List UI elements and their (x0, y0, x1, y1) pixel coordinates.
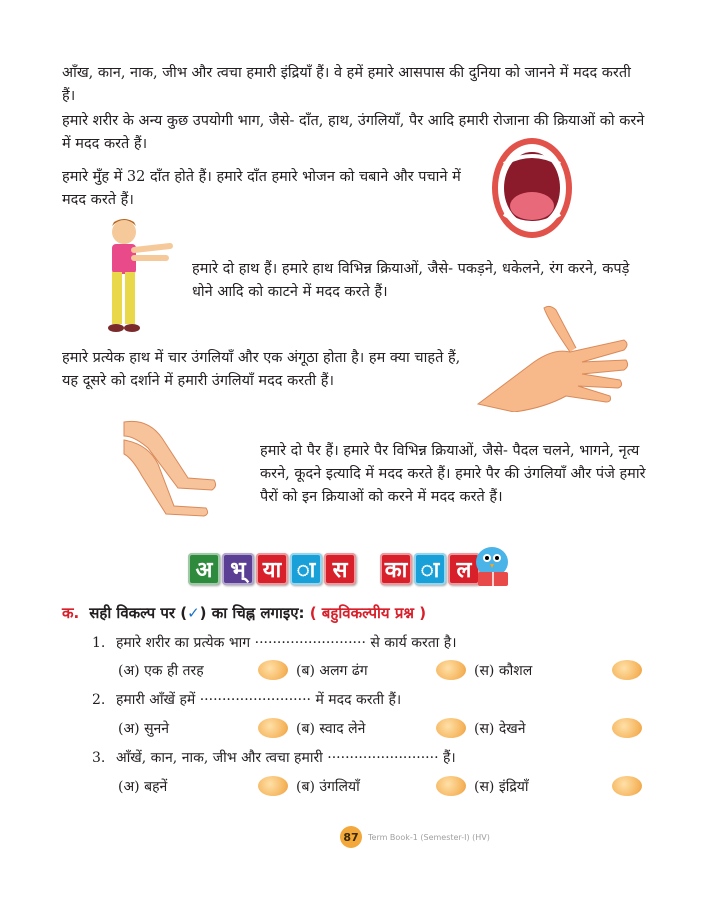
answer-blank: ························· (254, 635, 366, 651)
answer-blank: ························· (199, 692, 311, 708)
option-a: (अ) सुनने (118, 721, 170, 737)
question-type-tag: ( बहुविकल्पीय प्रश्न ) (309, 604, 427, 622)
title-tile: या (256, 553, 288, 585)
hand-illustration (474, 300, 634, 412)
question-3 (92, 748, 456, 767)
option-c-answer-oval[interactable] (612, 660, 642, 680)
exercise-instruction (62, 603, 426, 623)
bird-reading-mascot-icon (470, 540, 516, 590)
paragraph-legs: हमारे दो पैर हैं। हमारे पैर विभिन्न क्रियाओं, जैसे- पैदल चलने, भागने, नृत्य करने, कूदने इत्यादि में मदद करते हैं। हमारे पैर की उंगलियाँ और पंजे हमारे पैरों को इन क्रियाओं को करने में मदद करते हैं। (260, 443, 646, 505)
option-b-answer-oval[interactable] (436, 660, 466, 680)
option-b-answer-oval[interactable] (436, 776, 466, 796)
option-c: (स) कौशल (474, 663, 533, 679)
question-number: 2. (92, 692, 106, 708)
question-1 (92, 633, 457, 652)
paragraph-hands: हमारे दो हाथ हैं। हमारे हाथ विभिन्न क्रियाओं, जैसे- पकड़ने, धकेलने, रंग करने, कपड़े धोने आदि को काटने में मदद करते हैं। (192, 261, 630, 300)
option-b: (ब) अलग ढंग (296, 663, 368, 679)
title-tile: ा (290, 553, 322, 585)
title-tile: ा (414, 553, 446, 585)
page-number-badge: 87 (340, 826, 362, 848)
option-c-answer-oval[interactable] (612, 718, 642, 738)
option-c: (स) इंद्रियाँ (474, 779, 529, 795)
question-text: हमारे शरीर का प्रत्येक भाग (116, 635, 251, 651)
paragraph-teeth: हमारे मुँह में 32 दाँत होते हैं। हमारे दाँत हमारे भोजन को चबाने और पचाने में मदद करते हैं। (62, 169, 461, 208)
title-tile: अ (188, 553, 220, 585)
legs-illustration (118, 418, 222, 518)
section-title-abhyas-kaal (188, 553, 480, 585)
question-text: हमारी आँखें हमें (116, 692, 196, 708)
paragraph-senses: आँख, कान, नाक, जीभ और त्वचा हमारी इंद्रियाँ हैं। वे हमें हमारे आसपास की दुनिया को जानने में मदद करती हैं। (62, 65, 631, 104)
option-a-answer-oval[interactable] (258, 776, 288, 796)
option-c-answer-oval[interactable] (612, 776, 642, 796)
title-tile: ल (448, 553, 480, 585)
question-text-end: से कार्य करता है। (370, 635, 457, 651)
exercise-marker: क. (62, 604, 80, 622)
paragraph-fingers: हमारे प्रत्येक हाथ में चार उंगलियाँ और एक अंगूठा होता है। हम क्या चाहते हैं, यह दूसरे को दर्शाने में हमारी उंगलियाँ मदद करती हैं। (62, 350, 461, 389)
title-tile: का (380, 553, 412, 585)
option-b: (ब) स्वाद लेने (296, 721, 366, 737)
question-text-end: में मदद करती हैं। (315, 692, 402, 708)
answer-blank: ························· (327, 750, 439, 766)
instruction-text-pre: सही विकल्प पर ( (89, 604, 188, 622)
title-tile: भ् (222, 553, 254, 585)
option-c: (स) देखने (474, 721, 526, 737)
option-a-answer-oval[interactable] (258, 718, 288, 738)
question-number: 3. (92, 750, 106, 766)
boy-stretching-arms-illustration (100, 214, 176, 336)
option-b: (ब) उंगलियाँ (296, 779, 360, 795)
book-name: Term Book-1 (Semester-I) (HV) (368, 832, 490, 842)
option-a: (अ) बहनें (118, 779, 168, 795)
question-text: आँखें, कान, नाक, जीभ और त्वचा हमारी (116, 750, 323, 766)
page-footer (340, 826, 490, 848)
open-mouth-illustration (488, 134, 576, 242)
option-a: (अ) एक ही तरह (118, 663, 204, 679)
option-b-answer-oval[interactable] (436, 718, 466, 738)
question-text-end: हैं। (442, 750, 456, 766)
question-number: 1. (92, 635, 106, 651)
option-a-answer-oval[interactable] (258, 660, 288, 680)
question-2 (92, 690, 401, 709)
paragraph-body-parts: हमारे शरीर के अन्य कुछ उपयोगी भाग, जैसे- दाँत, हाथ, उंगलियाँ, पैर आदि हमारी रोजाना की क्रियाओं को करने में मदद करते हैं। (62, 113, 645, 152)
title-tile: स (324, 553, 356, 585)
instruction-text-post: ) का चिह्न लगाइए: (199, 604, 305, 622)
tick-icon: ✓ (187, 604, 200, 622)
